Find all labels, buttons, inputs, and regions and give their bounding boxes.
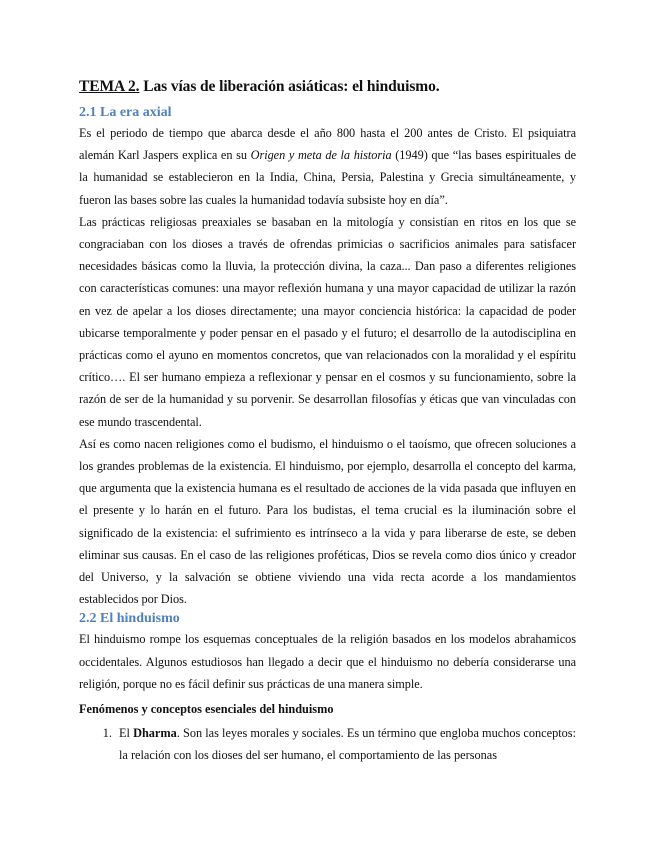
concepts-list <box>79 722 576 766</box>
section-heading-era-axial: 2.1 La era axial <box>79 105 172 120</box>
chapter-number: TEMA 2. <box>79 78 140 95</box>
paragraph-era-axial-definition <box>79 122 576 211</box>
term-dharma: Dharma <box>133 726 177 741</box>
list-item-dharma <box>115 722 576 766</box>
paragraph-text: Es el periodo de tiempo que abarca desde el año 800 hasta el 200 antes de Cristo. El psiquiatra alemán Karl Jaspers explica en su <box>79 126 576 163</box>
subheading-fenomenos: Fenómenos y conceptos esenciales del hinduismo <box>79 702 334 717</box>
paragraph-preaxial-practices: Las prácticas religiosas preaxiales se basaban en la mitología y consistían en ritos en los que se congraciaban con los dioses a través de ofrendas primicias o sacrificios animales para satisfacer necesidades básicas como la lluvia, la protección divina, la caza... Dan paso a diferentes religiones con características comunes: una mayor reflexión humana y una mayor capacidad de utilizar la razón en vez de apelar a los dioses directamente; una mayor conciencia histórica: la capacidad de poder ubicarse temporalmente y poder pensar en el pasado y el futuro; el desarrollo de la autodisciplina en prácticas como el ayuno en momentos concretos, que van relacionados con la moralidad y el espíritu crítico…. El ser humano empieza a reflexionar y pensar en el cosmos y su funcionamiento, sobre la razón de ser de la humanidad y su porvenir. Se desarrollan filosofías y éticas que van vinculadas con ese mundo trascendental. <box>79 214 576 429</box>
chapter-title-text: Las vías de liberación asiáticas: el hinduismo. <box>139 78 440 95</box>
book-title-italic: Origen y meta de la historia <box>250 148 392 163</box>
section-heading-hinduismo: 2.2 El hinduismo <box>79 611 180 627</box>
chapter-title <box>79 76 576 98</box>
paragraph-religions-origin: Así es como nacen religiones como el budismo, el hinduismo o el taoísmo, que ofrecen soluciones a los grandes problemas de la existencia. El hinduismo, por ejemplo, desarrolla el concepto del karma, que argumenta que la existencia humana es el resultado de acciones de la vida pasada que influyen en el presente y lo harán en el futuro. Para los budistas, el tema crucial es la iluminación sobre el significado de la existencia: el sufrimiento es intrínseco a la vida y para liberarse de este, se deben eliminar sus causas. En el caso de las religiones proféticas, Dios se revela como dios único y creador del Universo, y la salvación se obtiene viviendo una vida recta acorde a los mandamientos establecidos por Dios. <box>79 436 576 607</box>
list-item-text: . Son las leyes morales y sociales. Es un término que engloba muchos conceptos: la relación con los dioses del ser humano, el comportamiento de las personas <box>119 726 576 763</box>
paragraph-hinduismo-intro: El hinduismo rompe los esquemas conceptuales de la religión basados en los modelos abrahamicos occidentales. Algunos estudiosos han llegado a decir que el hinduismo no debería considerarse una religión, porque no es fácil definir sus prácticas de una manera simple. <box>79 632 576 691</box>
paragraph-text: (1949) que “las bases espirituales de la humanidad se establecieron en la India, China, Persia, Palestina y Grecia simultáneamente, y fueron las bases sobre las cuales la humanidad todavía subsiste hoy en día”. <box>79 148 576 207</box>
list-item-text: El <box>119 726 134 741</box>
